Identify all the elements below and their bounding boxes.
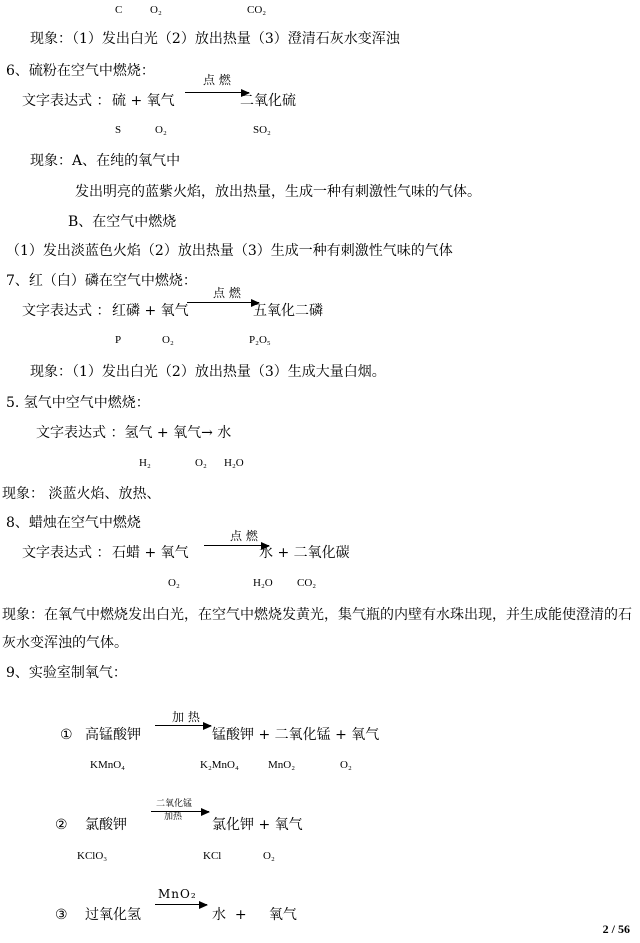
reaction2-condition-bottom: 加热 [164, 812, 183, 822]
formula-h2: H₂ [139, 457, 151, 469]
formula-c: C [115, 4, 123, 16]
hydrogen-expr: 文字表达式 ：氢气 + 氧气→ 水 [36, 425, 232, 441]
formula-so2: SO₂ [253, 124, 271, 136]
candle-phenomenon-1: 现象：在氧气中燃烧发出白光，在空气中燃烧发黄光，集气瓶的内壁有水珠出现，并生成能使澄清的石 [2, 607, 632, 623]
reaction2-number: ② [55, 817, 68, 833]
formula-kmno4: KMnO₄ [90, 759, 126, 771]
phosphorus-condition: 点 燃 [213, 286, 241, 300]
candle-expr-left: 石蜡 + 氧气 [112, 545, 189, 561]
sulfur-heading: 6、硫粉在空气中燃烧： [6, 63, 155, 79]
phosphorus-expr-label: 文字表达式 ： [22, 303, 111, 319]
formula-h2o: H₂O [253, 577, 273, 589]
reaction3-arrow [155, 904, 207, 905]
formula-o2: O₂ [150, 4, 162, 16]
candle-expr-right: 水 + 二氧化碳 [259, 545, 350, 561]
reaction2-left: 氯酸钾 [85, 817, 127, 833]
candle-phenomenon-2: 灰水变浑浊的气体。 [2, 635, 128, 651]
formula-o2: O₂ [162, 334, 174, 346]
sulfur-phenomenon-a-detail: 发出明亮的蓝紫火焰，放出热量，生成一种有刺激性气味的气体。 [75, 184, 481, 200]
formula-s: S [115, 124, 122, 136]
page-number: 2 / 56 [602, 922, 630, 936]
sulfur-expr-left: 硫 + 氧气 [112, 93, 175, 109]
sulfur-expr-right: 二氧化硫 [240, 93, 296, 109]
formula-o2: O₂ [263, 850, 275, 862]
formula-p2o5: P₂O₅ [249, 334, 271, 346]
formula-h2o: H₂O [224, 457, 244, 469]
candle-expr-label: 文字表达式 ： [22, 545, 111, 561]
carbon-phenomenon: 现象：（1）发出白光（2）放出热量（3）澄清石灰水变浑浊 [30, 31, 400, 47]
formula-co2: CO₂ [247, 4, 267, 16]
formula-mno2: MnO₂ [268, 759, 296, 771]
reaction2-right: 氯化钾 + 氧气 [212, 817, 303, 833]
reaction1-right: 锰酸钾 + 二氧化锰 + 氧气 [212, 727, 380, 743]
reaction3-number: ③ [55, 907, 68, 923]
phosphorus-expr-right: 五氧化二磷 [253, 303, 323, 319]
phosphorus-arrow [187, 302, 259, 303]
reaction1-left: 高锰酸钾 [85, 727, 141, 743]
reaction3-right: 水 + 氧气 [212, 907, 297, 923]
formula-kclo3: KClO₃ [77, 850, 108, 862]
sulfur-phenomenon-a: 现象：A、在纯的氧气中 [30, 153, 181, 169]
phosphorus-phenomenon: 现象：（1）发出白光（2）放出热量（3）生成大量白烟。 [30, 364, 386, 380]
reaction2-condition-top: 二氧化锰 [156, 799, 193, 809]
reaction1-arrow [155, 725, 211, 726]
formula-o2: O₂ [340, 759, 352, 771]
candle-condition: 点 燃 [230, 529, 258, 543]
formula-co2: CO₂ [297, 577, 317, 589]
formula-o2: O₂ [155, 124, 167, 136]
formula-o2: O₂ [168, 577, 180, 589]
formula-o2: O₂ [195, 457, 207, 469]
sulfur-phenomenon-b-detail: （1）发出淡蓝色火焰（2）放出热量（3）生成一种有刺激性气味的气体 [6, 243, 453, 259]
reaction1-condition: 加 热 [172, 710, 200, 724]
formula-kcl: KCl [203, 850, 222, 862]
reaction1-number: ① [60, 727, 73, 743]
reaction3-left: 过氧化氢 [85, 907, 141, 923]
reaction3-condition: MnO₂ [158, 887, 197, 901]
phosphorus-expr-left: 红磷 + 氧气 [112, 303, 189, 319]
formula-k2mno4: K₂MnO₄ [200, 759, 239, 771]
hydrogen-heading: 5. 氢气中空气中燃烧： [6, 395, 150, 411]
sulfur-expr-label: 文字表达式 ： [22, 93, 111, 109]
sulfur-phenomenon-b: B、在空气中燃烧 [68, 214, 177, 230]
candle-heading: 8、蜡烛在空气中燃烧 [6, 515, 141, 531]
hydrogen-phenomenon: 现象： 淡蓝火焰、放热、 [2, 486, 161, 502]
lab-oxygen-heading: 9、实验室制氧气： [6, 665, 127, 681]
sulfur-condition: 点 燃 [203, 73, 231, 87]
formula-p: P [115, 334, 122, 346]
phosphorus-heading: 7、红（白）磷在空气中燃烧： [6, 273, 197, 289]
